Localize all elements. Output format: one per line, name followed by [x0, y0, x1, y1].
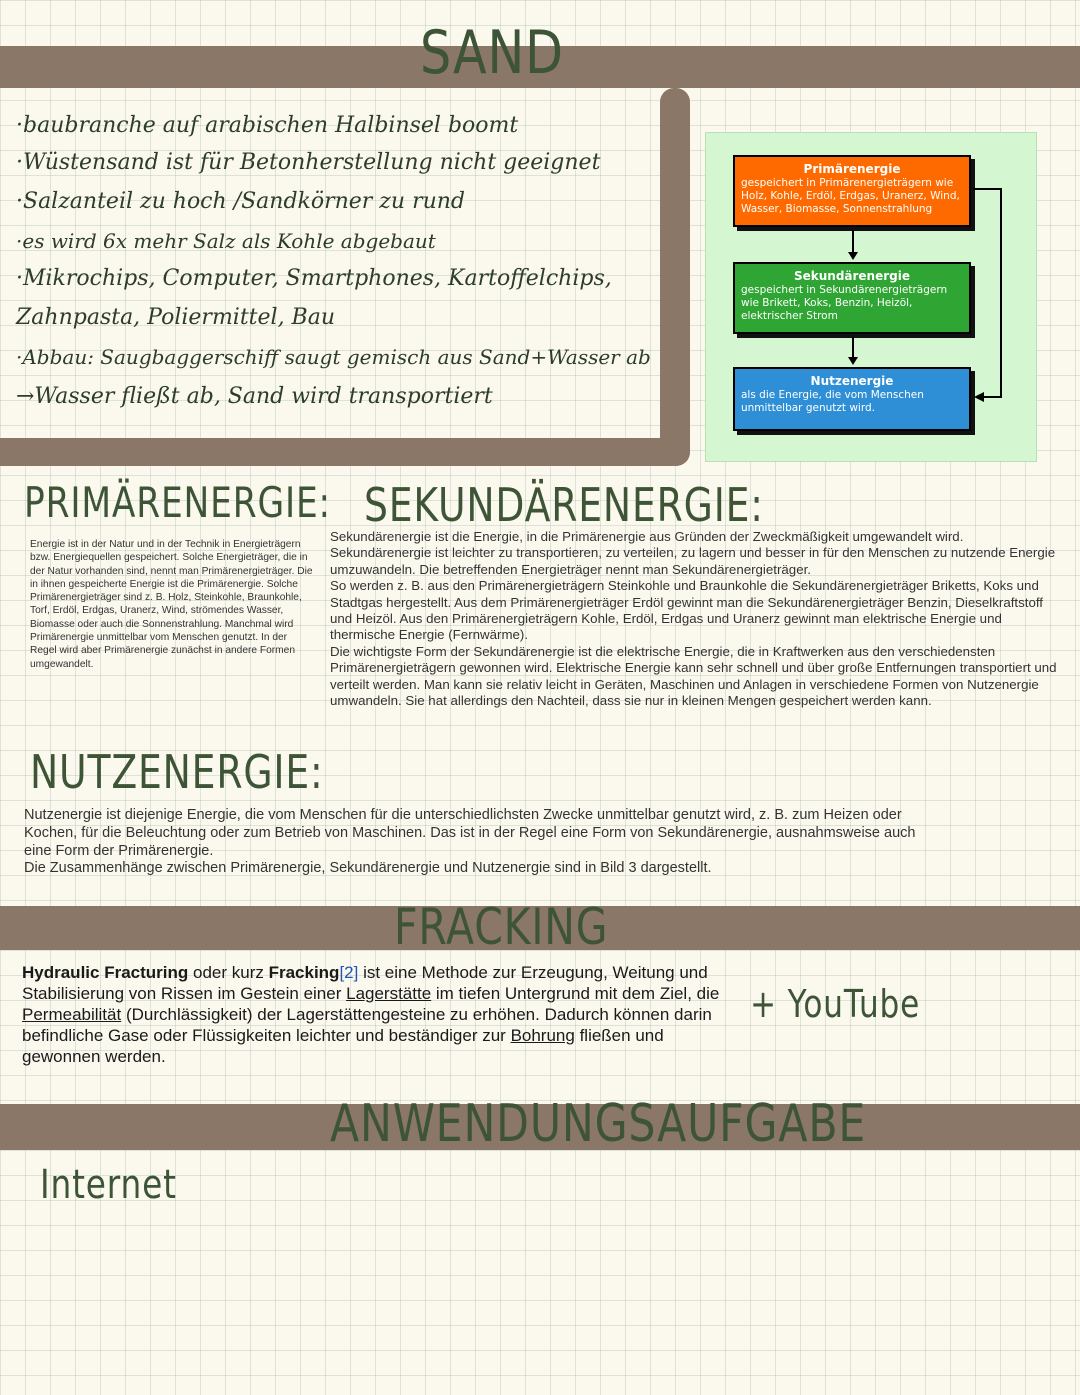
nutzenergie-text [24, 807, 944, 878]
primaerenergie-text: Energie ist in der Natur und in der Technik in Energieträgern bzw. Energiequellen gespeichert. Solche Energieträger, die in der Natur vorhanden sind, nennt man Primärenergieträger. Die in ihnen gespeicherte Energie ist die Primärenergie. Solche Primärenergieträger sind z. B. Holz, Steinkohle, Braunkohle, Torf, Erdöl, Erdgas, Uranerz, Wind, strömendes Wasser, Biomasse oder auch die Sonnenstrahlung. Manchmal wird Primärenergie unmittelbar vom Menschen genutzt. In der Regel wird aber Primärenergie zunächst in andere Formen umgewandelt. [30, 539, 313, 670]
arrow-primary-to-secondary [852, 230, 854, 254]
energy-diagram [705, 132, 1037, 462]
youtube-note: + YouTube [750, 982, 921, 1026]
permeabilitaet-link[interactable]: Permeabilität [22, 1005, 122, 1024]
sand-note: ·Mikrochips, Computer, Smartphones, Kartoffelchips, [16, 266, 612, 291]
sand-note: →Wasser fließt ab, Sand wird transportiert [16, 384, 493, 409]
useful-energy-box [733, 367, 971, 431]
lagerstaette-link[interactable]: Lagerstätte [346, 984, 432, 1003]
sand-frame-bottom [0, 438, 690, 466]
fracking-text-part: (Durchlässigkeit) der Lagerstättengesteine zu erhöhen. Dadurch können darin befindliche Gase oder Flüssigkeiten leichter und beständiger zur [22, 1005, 712, 1045]
fracking-text [22, 962, 742, 1067]
sekundaerenergie-text [330, 529, 1065, 709]
sekundaerenergie-p3: Die wichtigste Form der Sekundärenergie ist die elektrische Energie, die in Kraftwerken aus den verschiedensten Primärenergieträgern gewonnen wird. Elektrische Energie kann sehr schnell und über große Entfernungen transportiert und verteilt werden. Man kann sie relativ leicht in Geräten, Maschinen und Anlagen in verschiedene Formen von Nutzenergie umwandeln. Sie hat allerdings den Nachteil, dass sie nur in kleinen Mengen gespeichert werden kann. [330, 643, 1057, 709]
fracking-text-part: ist eine Methode zur Erzeugung, Weitung und Stabilisierung von Rissen im Gestein einer [22, 963, 708, 1003]
primary-energy-box [733, 155, 971, 227]
fracking-text-part: fließen und gewonnen werden. [22, 1026, 664, 1066]
useful-energy-text: als die Energie, die vom Menschen unmittelbar genutzt wird. [741, 389, 924, 414]
sekundaerenergie-p1: Sekundärenergie ist die Energie, in die Primärenergie aus Gründen der Zweckmäßigkeit umgewandelt wird. Sekundärenergie ist leichter zu transportieren, zu verteilen, zu lagern und besser in für den Menschen zu nutzende Energie umzuwandeln. Die betreffenden Energieträger nennt man Sekundärenergieträger. [330, 529, 1056, 577]
bypass-arrow [971, 183, 1011, 408]
sand-title: SAND [420, 18, 564, 88]
arrow-secondary-to-useful [852, 337, 854, 359]
secondary-energy-text: gespeichert in Sekundärenergieträgern wie Brikett, Koks, Benzin, Heizöl, elektrischer Strom [741, 284, 948, 322]
sand-note: ·Wüstensand ist für Betonherstellung nicht geeignet [16, 150, 601, 175]
fracking-reference-link[interactable]: [2] [339, 963, 359, 982]
sand-note: ·es wird 6x mehr Salz als Kohle abgebaut [16, 229, 436, 253]
nutzenergie-p2: Die Zusammenhänge zwischen Primärenergie, Sekundärenergie und Nutzenergie sind in Bild 3 dargestellt. [24, 860, 712, 877]
anwendung-heading: ANWENDUNGSAUFGABE [330, 1094, 867, 1154]
sekundaerenergie-heading: SEKUNDÄRENERGIE: [364, 478, 764, 532]
fracking-heading: FRACKING [394, 898, 609, 956]
sand-note: Zahnpasta, Poliermittel, Bau [16, 305, 336, 330]
fracking-term-hydraulic: Hydraulic Fracturing [22, 963, 189, 982]
fracking-text-part: im tiefen Untergrund mit dem Ziel, die [431, 984, 720, 1003]
sand-frame-right [660, 88, 690, 466]
sand-note: ·Abbau: Saugbaggerschiff saugt gemisch aus Sand+Wasser ab [16, 345, 651, 369]
fracking-text-part: oder kurz [188, 963, 269, 982]
secondary-energy-box [733, 262, 971, 334]
nutzenergie-p1: Nutzenergie ist diejenige Energie, die vom Menschen für die unterschiedlichsten Zwecke unmittelbar genutzt wird, z. B. zum Heizen oder Kochen, für die Beleuchtung oder zum Betrieb von Maschinen. Das ist in der Regel eine Form von Sekundärenergie, ausnahmsweise auch eine Form der Primärenergie. [24, 807, 916, 859]
secondary-energy-title: Sekundärenergie [793, 269, 911, 283]
primaerenergie-heading: PRIMÄRENERGIE: [24, 478, 331, 527]
sand-note: ·baubranche auf arabischen Halbinsel boomt [16, 113, 519, 138]
sekundaerenergie-p2: So werden z. B. aus den Primärenergieträgern Steinkohle und Braunkohle die Sekundärenergieträger Briketts, Koks und Stadtgas hergestellt. Aus dem Primärenergieträger Erdöl gewinnt man die Sekundärenergieträger Benzin, Dieselkraftstoff und Heizöl. Aus den Primärenergieträgern Kohle, Erdöl, Erdgas und Uranerz gewinnt man elektrische Energie und thermische Energie (Fernwärme). [330, 578, 1043, 643]
nutzenergie-heading: NUTZENERGIE: [30, 745, 324, 799]
bohrung-link[interactable]: Bohrung [510, 1026, 575, 1045]
primary-energy-title: Primärenergie [803, 162, 901, 176]
sand-note: ·Salzanteil zu hoch /Sandkörner zu rund [16, 189, 466, 214]
fracking-term-fracking: Fracking [268, 963, 340, 982]
internet-note: Internet [40, 1162, 177, 1208]
primary-energy-text: gespeichert in Primärenergieträgern wie Holz, Kohle, Erdöl, Erdgas, Uranerz, Wind, Wasser, Biomasse, Sonnenstrahlung [741, 177, 960, 215]
useful-energy-title: Nutzenergie [810, 374, 894, 388]
